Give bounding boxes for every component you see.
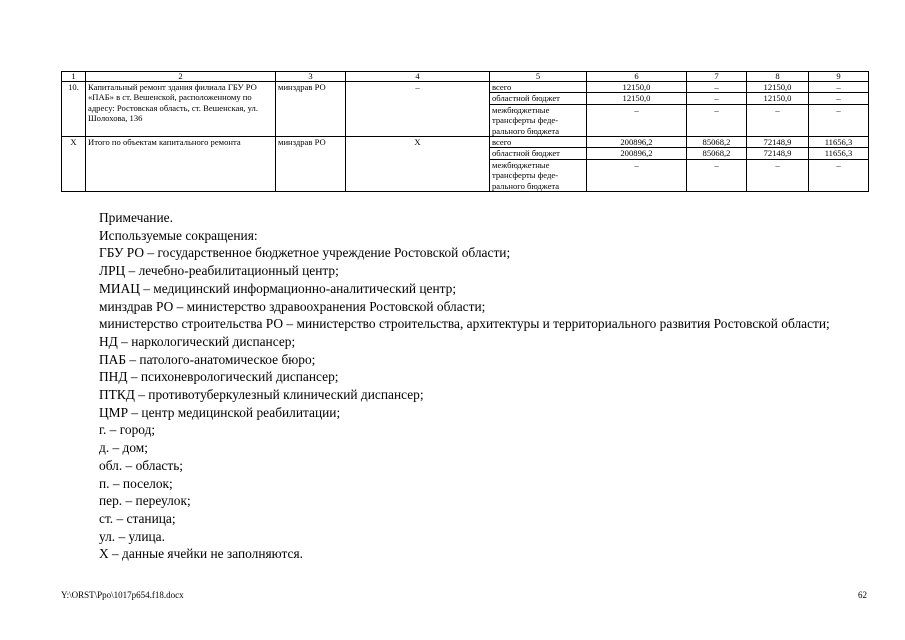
col-header: 3 [276,72,346,82]
customer: минздрав РО [276,137,346,192]
cell-value: 12150,0 [587,82,687,93]
col-header: 5 [490,72,587,82]
abbreviation-item: ГБУ РО – государственное бюджетное учреждение Ростовской области; [99,245,511,261]
funding-source: областной бюджет [490,93,587,104]
row-number: X [62,137,86,192]
col-header: 6 [587,72,687,82]
abbreviation-item: МИАЦ – медицинский информационно-аналитический центр; [99,280,457,296]
cell-value: – [687,104,747,136]
cell-value: – [747,104,809,136]
cell-value: – [809,93,869,104]
abbreviation-item: обл. – область; [99,457,184,473]
funding-source: межбюджетные трансферты феде-рального бюджета [490,104,587,136]
cell-value: 72148,9 [747,137,809,148]
customer: минздрав РО [276,82,346,137]
cell-value: 12150,0 [747,82,809,93]
object-name: Капитальный ремонт здания филиала ГБУ РО «ПАБ» в ст. Вешенской, расположенному по адресу: Ростовская область, ст. Вешенская, ул. Шолохова, 136 [86,82,276,137]
column-number-row [62,72,869,82]
cell-value: – [687,82,747,93]
abbreviation-item: НД – наркологический диспансер; [99,333,296,349]
cell-value: – [809,82,869,93]
cell-value: – [587,104,687,136]
abbreviation-item: п. – поселок; [99,475,173,491]
cell-value: – [687,159,747,191]
col-header: 2 [86,72,276,82]
abbreviation-item: ПАБ – патолого-анатомическое бюро; [99,351,316,367]
cell-value: 200896,2 [587,137,687,148]
cell-value: 85068,2 [687,148,747,159]
abbreviation-item: ПНД – психоневрологический диспансер; [99,369,339,385]
table-row [62,82,869,93]
col-header: 7 [687,72,747,82]
col4-value: – [346,82,490,137]
row-number: 10. [62,82,86,137]
abbreviation-item: ПТКД – противотуберкулезный клинический диспансер; [99,387,424,403]
cell-value: 200896,2 [587,148,687,159]
col-header: 1 [62,72,86,82]
cell-value: 11656,3 [809,148,869,159]
col-header: 4 [346,72,490,82]
page-number: 62 [858,590,867,600]
cell-value: 72148,9 [747,148,809,159]
abbreviation-item: пер. – переулок; [99,493,191,509]
abbreviation-item: ул. – улица. [99,528,165,544]
abbreviation-item: ЦМР – центр медицинской реабилитации; [99,404,341,420]
file-path: Y:\ORST\Ppo\1017p654.f18.docx [61,590,184,600]
table-row [62,137,869,148]
notes-heading: Примечание. [99,210,173,225]
cell-value: – [809,159,869,191]
abbreviation-item: д. – дом; [99,440,148,456]
cell-value: 11656,3 [809,137,869,148]
funding-source: всего [490,82,587,93]
col-header: 8 [747,72,809,82]
abbreviation-item: ЛРЦ – лечебно-реабилитационный центр; [99,263,339,279]
abbreviations-heading: Используемые сокращения: [99,227,258,243]
abbreviation-item: ст. – станица; [99,510,176,526]
abbreviation-item: г. – город; [99,422,156,438]
funding-source: межбюджетные трансферты феде-рального бюджета [490,159,587,191]
financing-table [61,71,869,192]
cell-value: 85068,2 [687,137,747,148]
cell-value: – [809,104,869,136]
funding-source: областной бюджет [490,148,587,159]
cell-value: – [587,159,687,191]
abbreviation-item: минздрав РО – министерство здравоохранения Ростовской области; [99,298,486,314]
abbreviation-item: министерство строительства РО – министерство строительства, архитектуры и территориального развития Ростовской области; [99,316,830,332]
col-header: 9 [809,72,869,82]
cell-value: 12150,0 [747,93,809,104]
abbreviation-item: Х – данные ячейки не заполняются. [99,546,303,562]
object-name: Итого по объектам капитального ремонта [86,137,276,192]
notes-section [61,209,871,563]
col4-value: X [346,137,490,192]
cell-value: 12150,0 [587,93,687,104]
cell-value: – [747,159,809,191]
cell-value: – [687,93,747,104]
funding-source: всего [490,137,587,148]
